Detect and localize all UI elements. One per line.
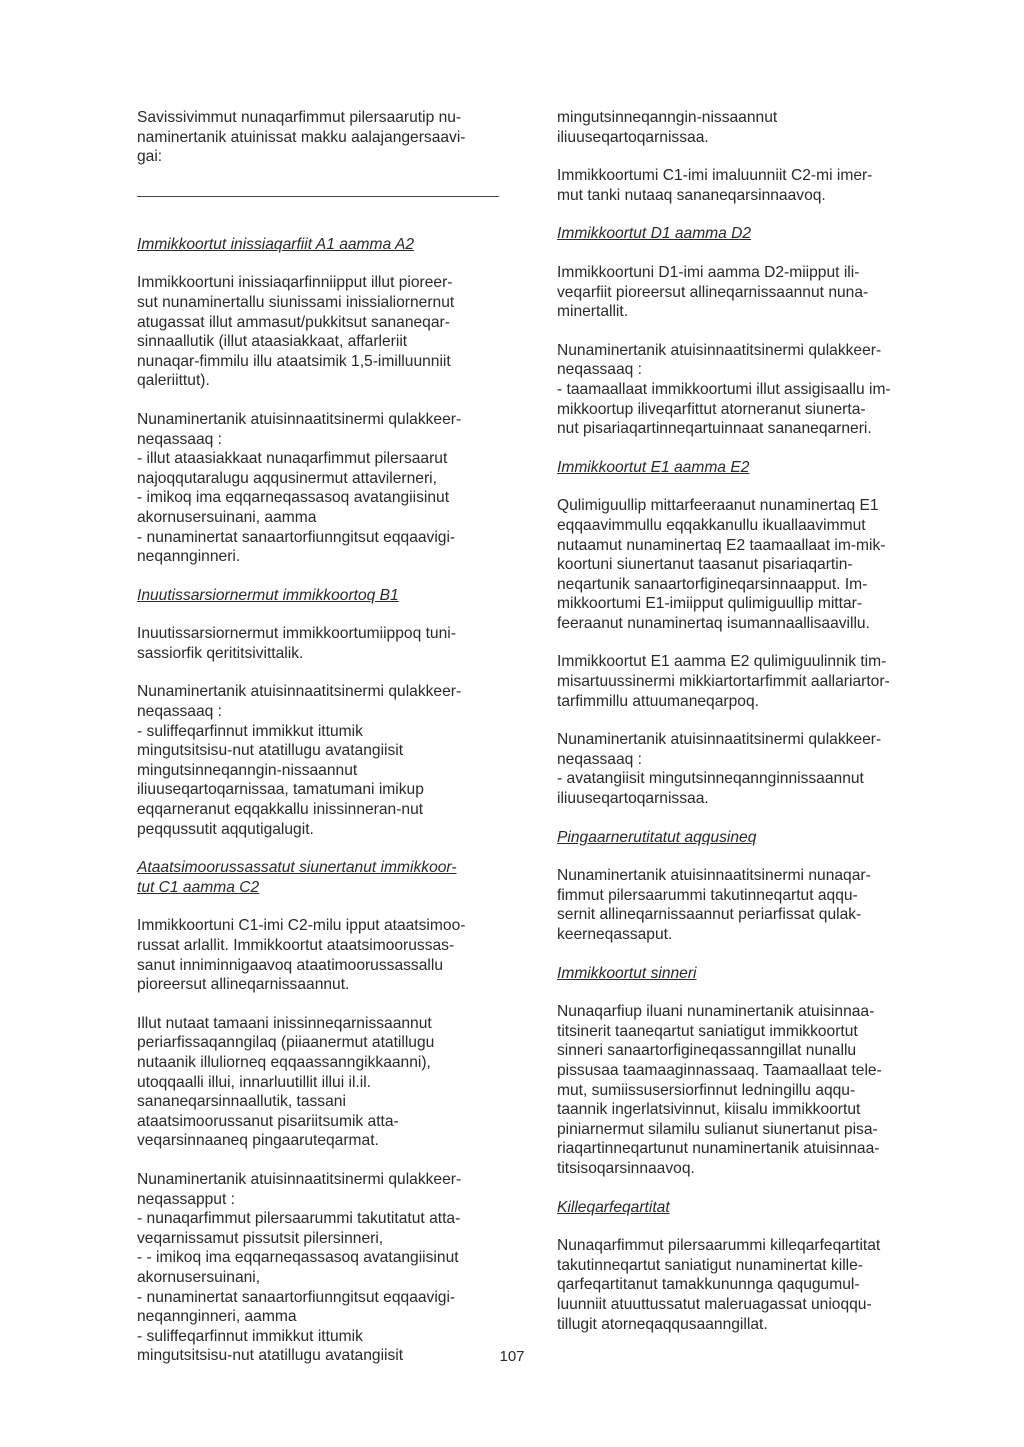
section-d-paragraph-1: Immikkoortuni D1-imi aamma D2-miipput ili- veqarfiit pioreersut allineqarnissaannut nuna- minertallit. xyxy=(557,263,869,321)
section-heading-g: Immikkoortut sinneri xyxy=(557,964,697,982)
section-e-paragraph-3: Nunaminertanik atuisinnaatitsinermi qulakkeer- neqassaaq : - avatangiisit mingutsinneqannginnissaannut iliuuseqartoqarnissaa. xyxy=(557,731,882,808)
section-a-paragraph-2: Nunaminertanik atuisinnaatitsinermi qulakkeer- neqassaaq : - illut ataasiakkaat nunaqarfimmut pilersaarut najoqqutaralugu aqqusinermut attavilerneri, - imikoq ima eqqarneqassasoq avatangiisinut akornusersuinani, aamma - nunaminertat sanaartorfiunngitsut eqqaavigi- neqannginneri. xyxy=(137,410,462,566)
section-heading-c: Ataatsimoorussassatut siunertanut immikkoor- tut C1 aamma C2 xyxy=(137,859,457,896)
section-h-paragraph-1: Nunaqarfimmut pilersaarummi killeqarfeqartitat takutinneqartut saniatigut nunaminertat kille- qarfeqartitanut tamakkununnga qaqugumul- luunniit atuuttussatut maleruagassat unioqqu- tillugit atorneqaqqusaanngillat. xyxy=(557,1237,881,1333)
left-column xyxy=(137,108,499,1366)
page-number: 107 xyxy=(499,1348,525,1365)
section-c-paragraph-3: Nunaminertanik atuisinnaatitsinermi qulakkeer- neqassapput : - nunaqarfimmut pilersaarummi takutitatut atta- veqarnissamut pissutsit pilersinneri, - - imikoq ima eqqarneqassasoq avatangiisinut akornusersuinani, - nunaminertat sanaartorfiunngitsut eqqaavigi- neqannginneri, aamma - suliffeqarfinnut immikkut ittumik mingutsitsisu-nut atatillugu avatangiisit xyxy=(137,1170,462,1365)
right-column xyxy=(557,108,919,1334)
continued-paragraph-2: Immikkoortumi C1-imi imaluunniit C2-mi imer- mut tanki nutaaq sananeqarsinnaavoq. xyxy=(557,167,873,204)
section-heading-a: Immikkoortut inissiaqarfiit A1 aamma A2 xyxy=(137,235,415,253)
section-heading-b: Inuutissarsiornermut immikkoortoq B1 xyxy=(137,586,399,604)
section-heading-d: Immikkoortut D1 aamma D2 xyxy=(557,225,752,243)
section-d-paragraph-2: Nunaminertanik atuisinnaatitsinermi qulakkeer- neqassaaq : - taamaallaat immikkoortumi illut assigisaallu im- mikkoortup iliveqarfittut atorneranut siunerta- nut pisariaqartinneqartuinnaat sananeqarneri. xyxy=(557,341,891,438)
section-heading-f: Pingaarnerutitatut aqqusineq xyxy=(557,828,757,846)
section-b-paragraph-2: Nunaminertanik atuisinnaatitsinermi qulakkeer- neqassaaq : - suliffeqarfinnut immikkut ittumik mingutsitsisu-nut atatillugu avatangiisit mingutsinneqanngin-nissaannut iliuuseqartoqarnissaa, tamatumani imikup eqqarneranut eqqakkallu inissinneran-nut peqqussutit aqqutigalugit. xyxy=(137,683,462,838)
section-c-paragraph-1: Immikkoortuni C1-imi C2-milu ipput ataatsimoo- russat arlallit. Immikkoortut ataatsimoorussas- sanut inniminnigaavoq ataatimoorussassallu pioreersut allineqarnissaannut. xyxy=(137,917,466,994)
section-heading-e: Immikkoortut E1 aamma E2 xyxy=(557,458,750,476)
section-b-paragraph-1: Inuutissarsiornermut immikkoortumiippoq tuni- sassiorfik qerititsivittalik. xyxy=(137,625,456,662)
section-e-paragraph-1: Qulimiguullip mittarfeeraanut nunaminertaq E1 eqqaavimmullu eqqakkanullu ikuallaavimmut nutaamut nunaminertaq E2 taamaallaat im-mik- koortuni siunertanut taasanut pisariaqartin- neqartunik sanaartorfigineqarsinnaapput. Im- mikkoortumi E1-imiipput qulimiguullip mittar- feeraanut nunaminertaq isumannaallisaavillu. xyxy=(557,497,886,632)
section-g-paragraph-1: Nunaqarfiup iluani nunaminertanik atuisinnaa- titsinerit taaneqartut saniatigut immikkoortut sinneri sanaartorfigineqassanngillat nunallu pissusaa taamaaginnassaaq. Taamaallaat tele- mut, sumiissusersiorfinnut ledningillu aqqu- taannik ingerlatsivinnut, kiisalu immikkoortut piniarnermut silamilu sulianut siunertanut pisa- riaqartinneqartunut nunaminertanik atuisinnaa- titsisoqarsinnaavoq. xyxy=(557,1003,882,1177)
section-f-paragraph-1: Nunaminertanik atuisinnaatitsinermi nunaqar- fimmut pilersaarummi takutinneqartut aqqu- sernit allineqarnissaannut periarfissat qulak- keerneqassaput. xyxy=(557,867,871,943)
continued-paragraph: mingutsinneqanngin-nissaannut iliuuseqartoqarnissaa. xyxy=(557,109,778,146)
section-heading-h: Killeqarfeqartitat xyxy=(557,1198,670,1216)
section-a-paragraph-1: Immikkoortuni inissiaqarfinniipput illut pioreer- sut nunaminertallu siunissami inissialiornernut atugassat illut ammasut/pukkitsut sananeqar- sinnaallutik (illut ataasiakkaat, affarleriit nunaqar-fimmilu illu ataatsimik 1,5-imilluunniit qaleriittut). xyxy=(137,274,455,390)
intro-paragraph: Savissivimmut nunaqarfimmut pilersaarutip nu- naminertanik atuinissat makku aalajangersaavi- gai: xyxy=(137,109,466,166)
section-c-paragraph-2: Illut nutaat tamaani inissinneqarnissaannut periarfissaqanngilaq (piiaanermut atatillugu nutaanik illuliorneq eqqaassanngikkaanni), utoqqaalli illui, innarluutillit illui il.il. sananeqarsinnaallutik, tassani ataatsimoorussanut pisariitsumik atta- veqarsinnaaneq pingaaruteqarmat. xyxy=(137,1014,435,1150)
section-e-paragraph-2: Immikkoortut E1 aamma E2 qulimiguulinnik tim- misartuussinermi mikkiartortarfimmit aallariartor- tarfimmillu attuumaneqarpoq. xyxy=(557,653,890,710)
